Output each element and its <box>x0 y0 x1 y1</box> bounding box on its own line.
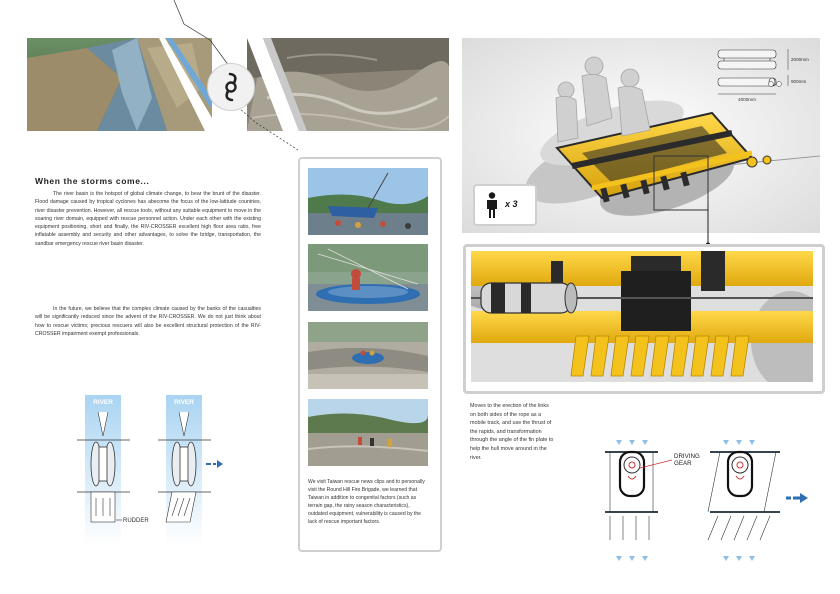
flow-arrows-out-right <box>723 542 755 561</box>
future-paragraph-text: In the future, we believe that the complex climate caused by the banks of the casualties will be significantly reduced since the advent of the RIV-CROSSER. We do not just think about how to rescue victims; precious rescuers will also be excellent structural protection of the RIV-CROSSER impairment exempt professionals. <box>35 306 261 337</box>
flow-arrows-in-left <box>616 426 648 445</box>
movement-arrow-left-diagram <box>206 460 223 468</box>
driving-gear-label-1: DRIVING <box>674 453 700 460</box>
cyclone-icon <box>208 64 254 110</box>
page-heading: When the storms come... <box>35 176 150 186</box>
intro-paragraph-text: The river basin is the hotspot of global climate change, to bear the brunt of the disaster. Flood damage caused by tropical cyclones has abecome the focus of the low-latitude countries, river disaster prevention. However, all rescue tools, without any suitable equipment to move in the soaring river domain, equipped with rescue personnel action. Under each other with the existing equipment positioning, short and finally, the RIV-CROSSER excellent high floor area ratio, free inflatable assembly and security and other advantages, to solve the bridge, transportation, the sandbar emergency rescue river basin disaster. <box>35 191 261 247</box>
driving-gear-diagram <box>600 420 815 570</box>
capacity-badge <box>473 184 537 226</box>
rescue-photo-2 <box>308 244 428 311</box>
rescue-photo-1 <box>308 168 428 235</box>
length-dimension: 4000mm <box>738 97 756 102</box>
mechanism-description: Moves to the erection of the links on both sides of the rope as a mobile track, and use the thrust of the rapids, and transformation through the angle of the fin plate to help the hull move around in the river. <box>470 403 554 461</box>
flow-arrows-in-right <box>723 426 755 445</box>
driving-gear-label-2: GEAR <box>674 460 692 467</box>
height-dimension: 2000mm <box>791 57 809 62</box>
gear-track-left <box>620 452 644 496</box>
future-paragraph <box>35 305 261 338</box>
cyclone-badge <box>207 63 255 111</box>
flow-arrows-out-left <box>616 542 648 561</box>
rudder-label: RUDDER <box>123 518 149 524</box>
zoom-detail-render <box>471 251 813 382</box>
rescue-photo-4 <box>308 399 428 466</box>
movement-arrow-gear-diagram <box>786 493 808 503</box>
gear-track-right <box>728 452 752 496</box>
zoom-connector <box>700 205 716 249</box>
width-dimension: 900mm <box>791 79 807 84</box>
rudder-diagram <box>72 392 232 552</box>
river-label-left: RIVER <box>93 399 113 406</box>
capacity-multiplier: x 3 <box>505 199 518 209</box>
photo-caption: We visit Taiwan rescue news clips and to personally visit the Round Hill Fire Brigade, we learned that Taiwan in addition to congenital factors (such as terrain gap, the rainy season characteristics), outdated equipment, vulnerability is caused by the lack of rescue important factors. <box>308 479 425 525</box>
rescue-photo-3 <box>308 322 428 389</box>
dimension-drawings <box>712 44 818 106</box>
intro-paragraph <box>35 190 261 248</box>
person-icon <box>485 192 499 218</box>
river-label-right: RIVER <box>174 399 194 406</box>
